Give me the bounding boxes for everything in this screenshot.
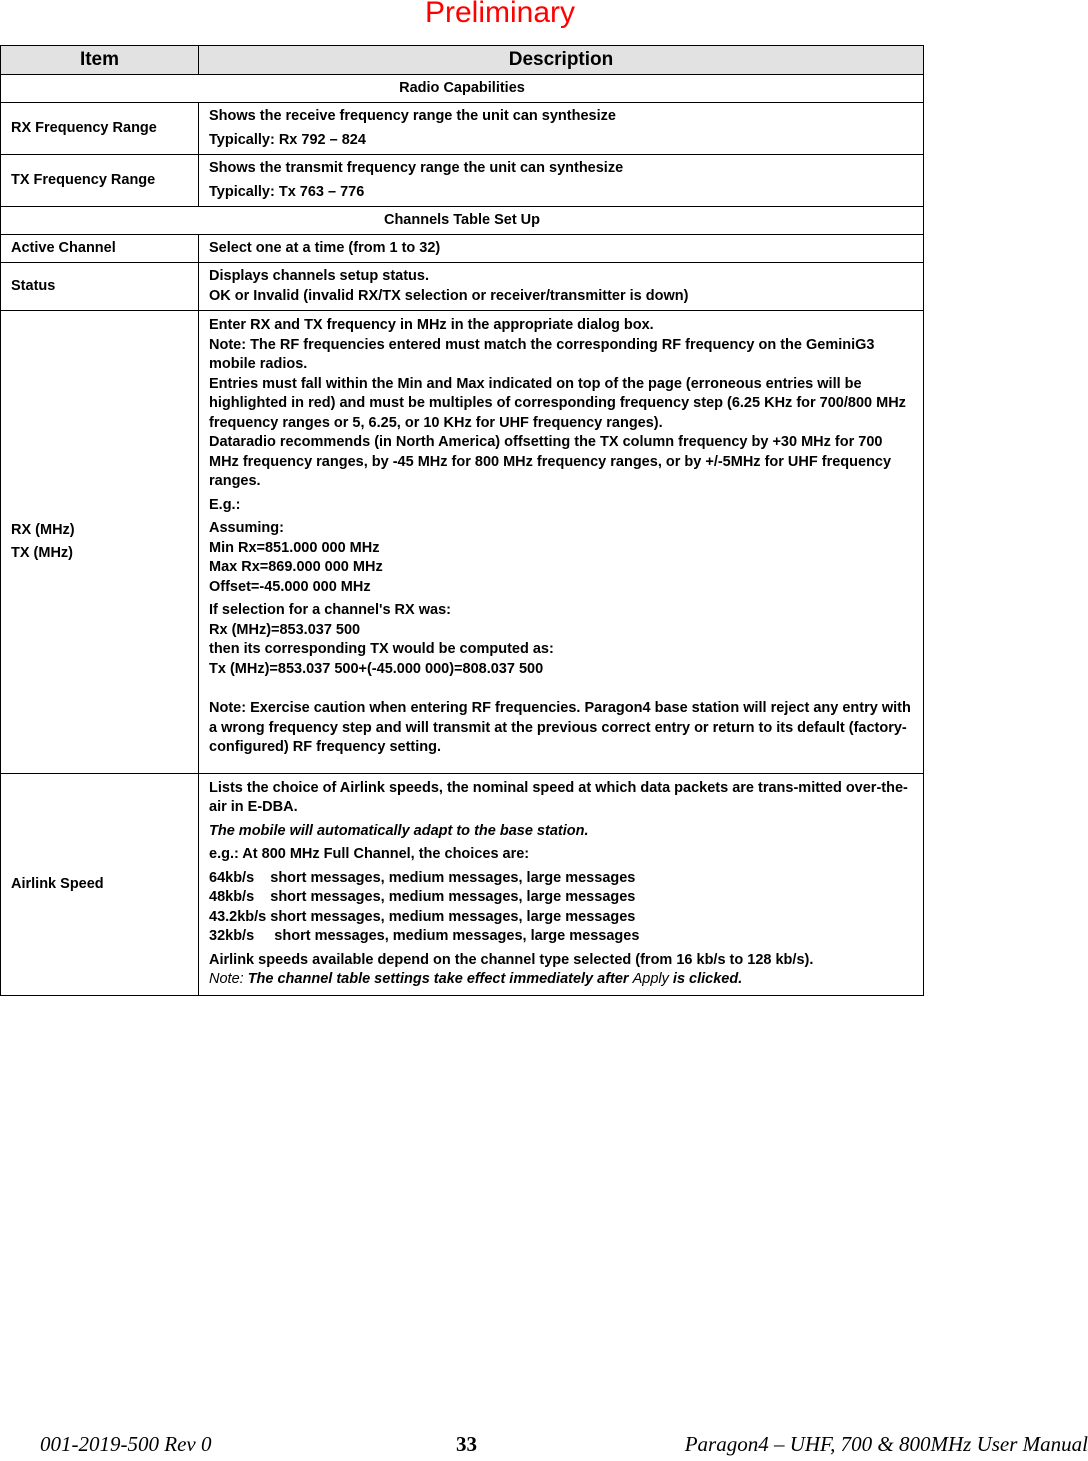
desc-rx-frequency-range xyxy=(199,103,924,155)
desc-line: Lists the choice of Airlink speeds, the nominal speed at which data packets are trans-mitted over-the-air in E-DBA. xyxy=(209,779,908,815)
speed-line: 32kb/s short messages, medium messages, large messages xyxy=(209,928,640,944)
desc-line: Shows the receive frequency range the unit can synthesize xyxy=(209,108,616,124)
section-row xyxy=(1,75,924,103)
desc-line: Note: The RF frequencies entered must match the corresponding RF frequency on the GeminiG3 mobile radios. xyxy=(209,336,875,372)
item-active-channel: Active Channel xyxy=(1,235,199,263)
table-row xyxy=(1,263,924,311)
desc-active-channel: Select one at a time (from 1 to 32) xyxy=(199,235,924,263)
desc-line: Offset=-45.000 000 MHz xyxy=(209,578,371,595)
section-channels-table: Channels Table Set Up xyxy=(1,207,924,235)
speed-line: 64kb/s short messages, medium messages, large messages xyxy=(209,869,636,886)
note-line xyxy=(209,970,913,990)
desc-line: If selection for a channel's RX was: xyxy=(209,602,451,618)
desc-tx-frequency-range xyxy=(199,155,924,207)
desc-line: Rx (MHz)=853.037 500 xyxy=(209,621,361,638)
section-row xyxy=(1,207,924,235)
item-status: Status xyxy=(1,263,199,311)
desc-line: Displays channels setup status. xyxy=(209,268,429,284)
desc-line: e.g.: At 800 MHz Full Channel, the choices are: xyxy=(209,846,530,862)
item-airlink-speed: Airlink Speed xyxy=(1,774,199,996)
desc-line: Max Rx=869.000 000 MHz xyxy=(209,559,383,575)
table-row xyxy=(1,774,924,996)
header-description: Description xyxy=(199,46,924,75)
table-row xyxy=(1,235,924,263)
footer-page-number: 33 xyxy=(456,1432,477,1456)
table-row xyxy=(1,311,924,774)
desc-line: The mobile will automatically adapt to the base station. xyxy=(209,822,589,839)
desc-line: E.g.: xyxy=(209,496,241,513)
desc-line: Dataradio recommends (in North America) offsetting the TX column frequency by +30 MHz for 700 MHz frequency ranges, by -45 MHz for 800 MHz frequency ranges, or by +/-5MHz for UHF frequency ranges. xyxy=(209,434,892,489)
item-rx-mhz: RX (MHz) xyxy=(11,521,75,538)
desc-line: Entries must fall within the Min and Max indicated on top of the page (erroneous entries will be highlighted in red) and must be multiples of corresponding frequency step (6.25 KHz for 700/800 MHz frequency ranges or 5, 6.25, or 10 KHz for UHF frequency ranges). xyxy=(209,375,906,431)
desc-line: OK or Invalid (invalid RX/TX selection or receiver/transmitter is down) xyxy=(209,287,689,304)
desc-line: Shows the transmit frequency range the unit can synthesize xyxy=(209,160,624,176)
item-tx-frequency-range: TX Frequency Range xyxy=(1,155,199,207)
desc-airlink-speed xyxy=(199,774,924,996)
footer-manual-title: Paragon4 – UHF, 700 & 800MHz User Manual xyxy=(684,1432,1088,1456)
speed-line: 43.2kb/s short messages, medium messages, large messages xyxy=(209,908,636,925)
desc-status xyxy=(199,263,924,311)
table-row xyxy=(1,103,924,155)
item-rx-tx-mhz xyxy=(1,311,199,774)
note-text-b: is clicked. xyxy=(668,971,743,987)
desc-rx-tx-mhz xyxy=(199,311,924,774)
desc-line: Typically: Rx 792 – 824 xyxy=(209,131,366,148)
desc-line: Assuming: xyxy=(209,520,284,536)
desc-line: Min Rx=851.000 000 MHz xyxy=(209,539,380,556)
desc-line: Enter RX and TX frequency in MHz in the appropriate dialog box. xyxy=(209,317,654,333)
preliminary-watermark: Preliminary xyxy=(424,0,576,29)
table-header-row xyxy=(1,46,924,75)
note-label: Note: xyxy=(209,971,248,987)
desc-line: then its corresponding TX would be computed as: xyxy=(209,641,554,657)
section-radio-capabilities: Radio Capabilities xyxy=(1,75,924,103)
desc-line: Note: Exercise caution when entering RF frequencies. Paragon4 base station will reject any entry with a wrong frequency step and will transmit at the previous correct entry or return to its default (factory-configured) RF frequency setting. xyxy=(209,700,911,755)
note-apply: Apply xyxy=(632,971,669,987)
speed-line: 48kb/s short messages, medium messages, large messages xyxy=(209,889,636,905)
item-rx-frequency-range: RX Frequency Range xyxy=(1,103,199,155)
desc-line: Tx (MHz)=853.037 500+(-45.000 000)=808.037 500 xyxy=(209,660,544,677)
header-item: Item xyxy=(1,46,199,75)
settings-table xyxy=(0,45,924,996)
desc-line: Typically: Tx 763 – 776 xyxy=(209,183,365,200)
desc-line: Airlink speeds available depend on the channel type selected (from 16 kb/s to 128 kb/s). xyxy=(209,951,814,968)
table-row xyxy=(1,155,924,207)
item-tx-mhz: TX (MHz) xyxy=(11,545,74,561)
note-text-a: The channel table settings take effect immediately after xyxy=(247,971,633,987)
footer-doc-number: 001-2019-500 Rev 0 xyxy=(40,1432,212,1456)
